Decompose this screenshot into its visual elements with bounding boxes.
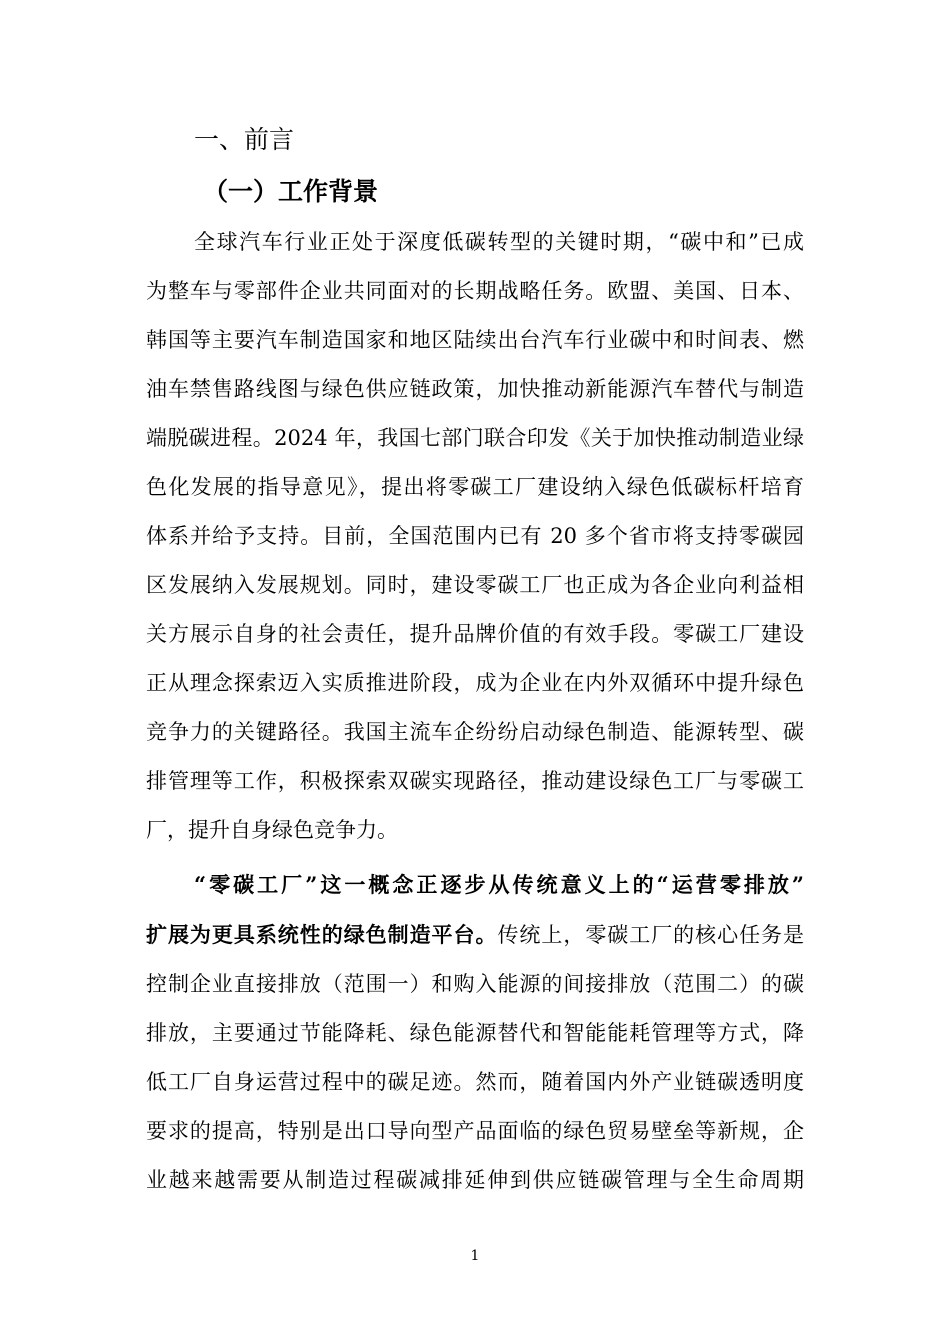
subsection-heading: （一）工作背景 bbox=[203, 177, 379, 206]
paragraph-1-line: 全球汽车行业正处于深度低碳转型的关键时期，“碳中和”已成 bbox=[194, 230, 804, 254]
section-heading: 一、前言 bbox=[194, 125, 295, 154]
paragraph-2-line: 要求的提高，特别是出口导向型产品面临的绿色贸易壁垒等新规，企 bbox=[146, 1119, 804, 1143]
paragraph-2-line: 业越来越需要从制造过程碳减排延伸到供应链碳管理与全生命周期 bbox=[146, 1168, 804, 1192]
paragraph-2-bold-line: “零碳工厂”这一概念正逐步从传统意义上的“运营零排放” bbox=[194, 872, 804, 897]
paragraph-1-line: 为整车与零部件企业共同面对的长期战略任务。欧盟、美国、日本、 bbox=[146, 279, 804, 303]
paragraph-1-line: 油车禁售路线图与绿色供应链政策，加快推动新能源汽车替代与制造 bbox=[146, 377, 804, 401]
paragraph-1-line: 端脱碳进程。2024 年，我国七部门联合印发《关于加快推动制造业绿 bbox=[146, 426, 804, 450]
paragraph-1-line: 区发展纳入发展规划。同时，建设零碳工厂也正成为各企业向利益相 bbox=[146, 573, 804, 597]
paragraph-2-line: 控制企业直接排放（范围一）和购入能源的间接排放（范围二）的碳 bbox=[146, 972, 804, 996]
page-number: 1 bbox=[470, 1248, 480, 1264]
paragraph-1-line: 体系并给予支持。目前，全国范围内已有 20 多个省市将支持零碳园 bbox=[146, 524, 804, 548]
paragraph-1-line: 排管理等工作，积极探索双碳实现路径，推动建设绿色工厂与零碳工 bbox=[146, 769, 804, 793]
paragraph-1-line: 色化发展的指导意见》，提出将零碳工厂建设纳入绿色低碳标杆培育 bbox=[146, 475, 804, 499]
paragraph-1-line: 韩国等主要汽车制造国家和地区陆续出台汽车行业碳中和时间表、燃 bbox=[146, 328, 804, 352]
paragraph-2-text: 传统上，零碳工厂的核心任务是 bbox=[497, 923, 805, 947]
paragraph-1-line: 关方展示自身的社会责任，提升品牌价值的有效手段。零碳工厂建设 bbox=[146, 622, 804, 646]
paragraph-2-line bbox=[146, 920, 804, 950]
paragraph-1-line: 厂，提升自身绿色竞争力。 bbox=[146, 818, 398, 842]
paragraph-2-bold-text: 扩展为更具系统性的绿色制造平台。 bbox=[146, 922, 498, 947]
paragraph-2-line: 排放，主要通过节能降耗、绿色能源替代和智能能耗管理等方式，降 bbox=[146, 1021, 804, 1045]
paragraph-1-line: 正从理念探索迈入实质推进阶段，成为企业在内外双循环中提升绿色 bbox=[146, 671, 804, 695]
paragraph-1-line: 竞争力的关键路径。我国主流车企纷纷启动绿色制造、能源转型、碳 bbox=[146, 720, 804, 744]
paragraph-2-line: 低工厂自身运营过程中的碳足迹。然而，随着国内外产业链碳透明度 bbox=[146, 1070, 804, 1094]
